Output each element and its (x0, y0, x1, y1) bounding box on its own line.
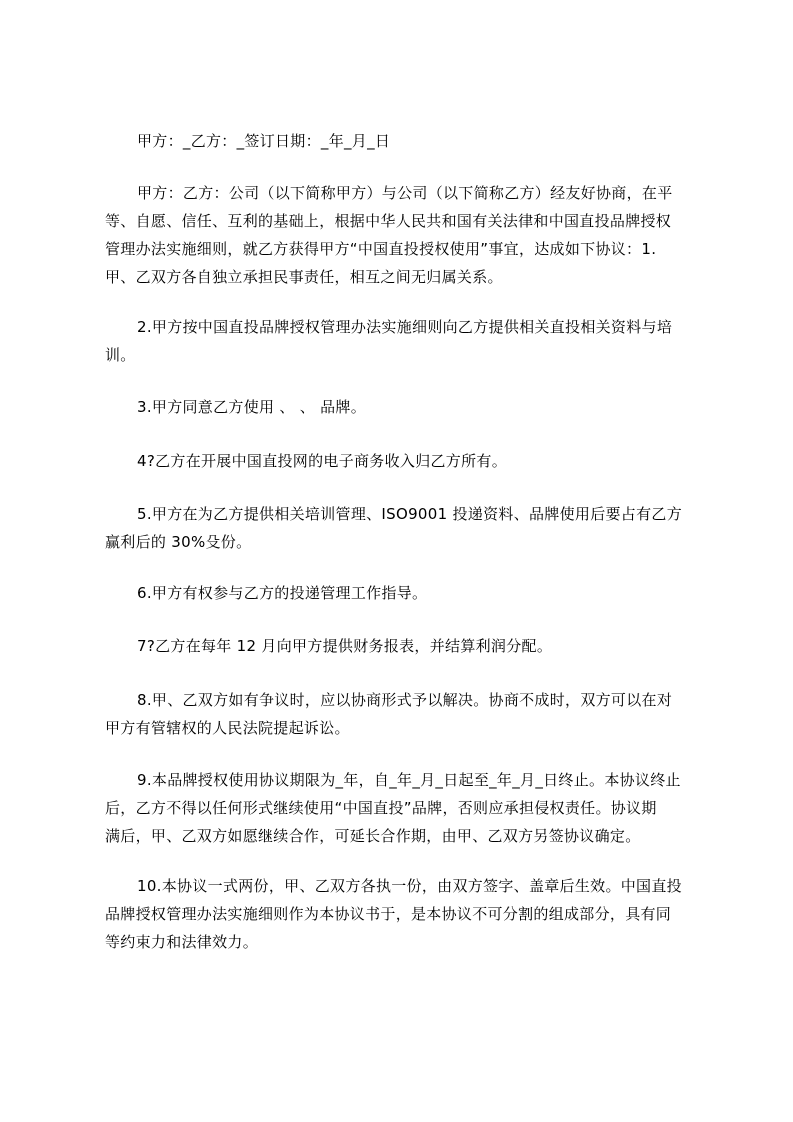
paragraph-line: 4?乙方在开展中国直投网的电子商务收入归乙方所有。 (137, 452, 508, 470)
clause-7 (105, 632, 699, 660)
paragraph-line: 等、自愿、信任、互利的基础上，根据中华人民共和国有关法律和中国直投品牌授权 (105, 212, 672, 230)
paragraph-line: 满后，甲、乙双方如愿继续合作，可延长合作期，由甲、乙双方另签协议确定。 (105, 827, 641, 845)
clause-3 (105, 393, 699, 421)
header-line (105, 127, 699, 155)
paragraph-line: 2.甲方按中国直投品牌授权管理办法实施细则向乙方提供相关直投相关资料与培 (137, 318, 673, 336)
paragraph-line: 等约束力和法律效力。 (105, 933, 259, 951)
paragraph-line: 6.甲方有权参与乙方的投递管理工作指导。 (137, 584, 428, 602)
clause-9 (105, 766, 699, 850)
clause-4 (105, 447, 699, 475)
clause-8 (105, 686, 699, 742)
intro-paragraph (105, 179, 699, 291)
paragraph-line: 赢利后的 30%殳份。 (105, 533, 252, 551)
clause-6 (105, 579, 699, 607)
clause-10 (105, 872, 699, 956)
paragraph-line: 3.甲方同意乙方使用 、 、 品牌。 (137, 398, 367, 416)
paragraph-line: 7?乙方在每年 12 月向甲方提供财务报表，并结算利润分配。 (137, 637, 553, 655)
paragraph-line: 5.甲方在为乙方提供相关培训管理、ISO9001 投递资料、品牌使用后要占有乙方 (137, 505, 683, 523)
clause-5 (105, 500, 699, 556)
paragraph-line: 后，乙方不得以任何形式继续使用“中国直投”品牌，否则应承担侵权责任。协议期 (105, 799, 657, 817)
paragraph-line: 甲、乙双方各自独立承担民事责任，相互之间无归属关系。 (105, 268, 503, 286)
paragraph-line: 9.本品牌授权使用协议期限为_年，自_年_月_日起至_年_月_日终止。本协议终止 (137, 771, 681, 789)
paragraph-line: 训。 (105, 346, 136, 364)
paragraph-line: 品牌授权管理办法实施细则作为本协议书于，是本协议不可分割的组成部分，具有同 (105, 905, 672, 923)
paragraph-line: 甲方有管辖权的人民法院提起诉讼。 (105, 719, 350, 737)
paragraph-line: 10.本协议一式两份，甲、乙双方各执一份，由双方签字、盖章后生效。中国直投 (137, 877, 682, 895)
paragraph-line: 甲方：乙方：公司（以下简称甲方）与公司（以下简称乙方）经友好协商，在平 (137, 184, 673, 202)
clause-2 (105, 313, 699, 369)
paragraph-line: 管理办法实施细则，就乙方获得甲方“中国直投授权使用”事宜，达成如下协议：1. (105, 240, 657, 258)
header-line-text: 甲方：_乙方：_签订日期：_年_月_日 (137, 132, 391, 150)
paragraph-line: 8.甲、乙双方如有争议时，应以协商形式予以解决。协商不成时，双方可以在对 (137, 691, 673, 709)
